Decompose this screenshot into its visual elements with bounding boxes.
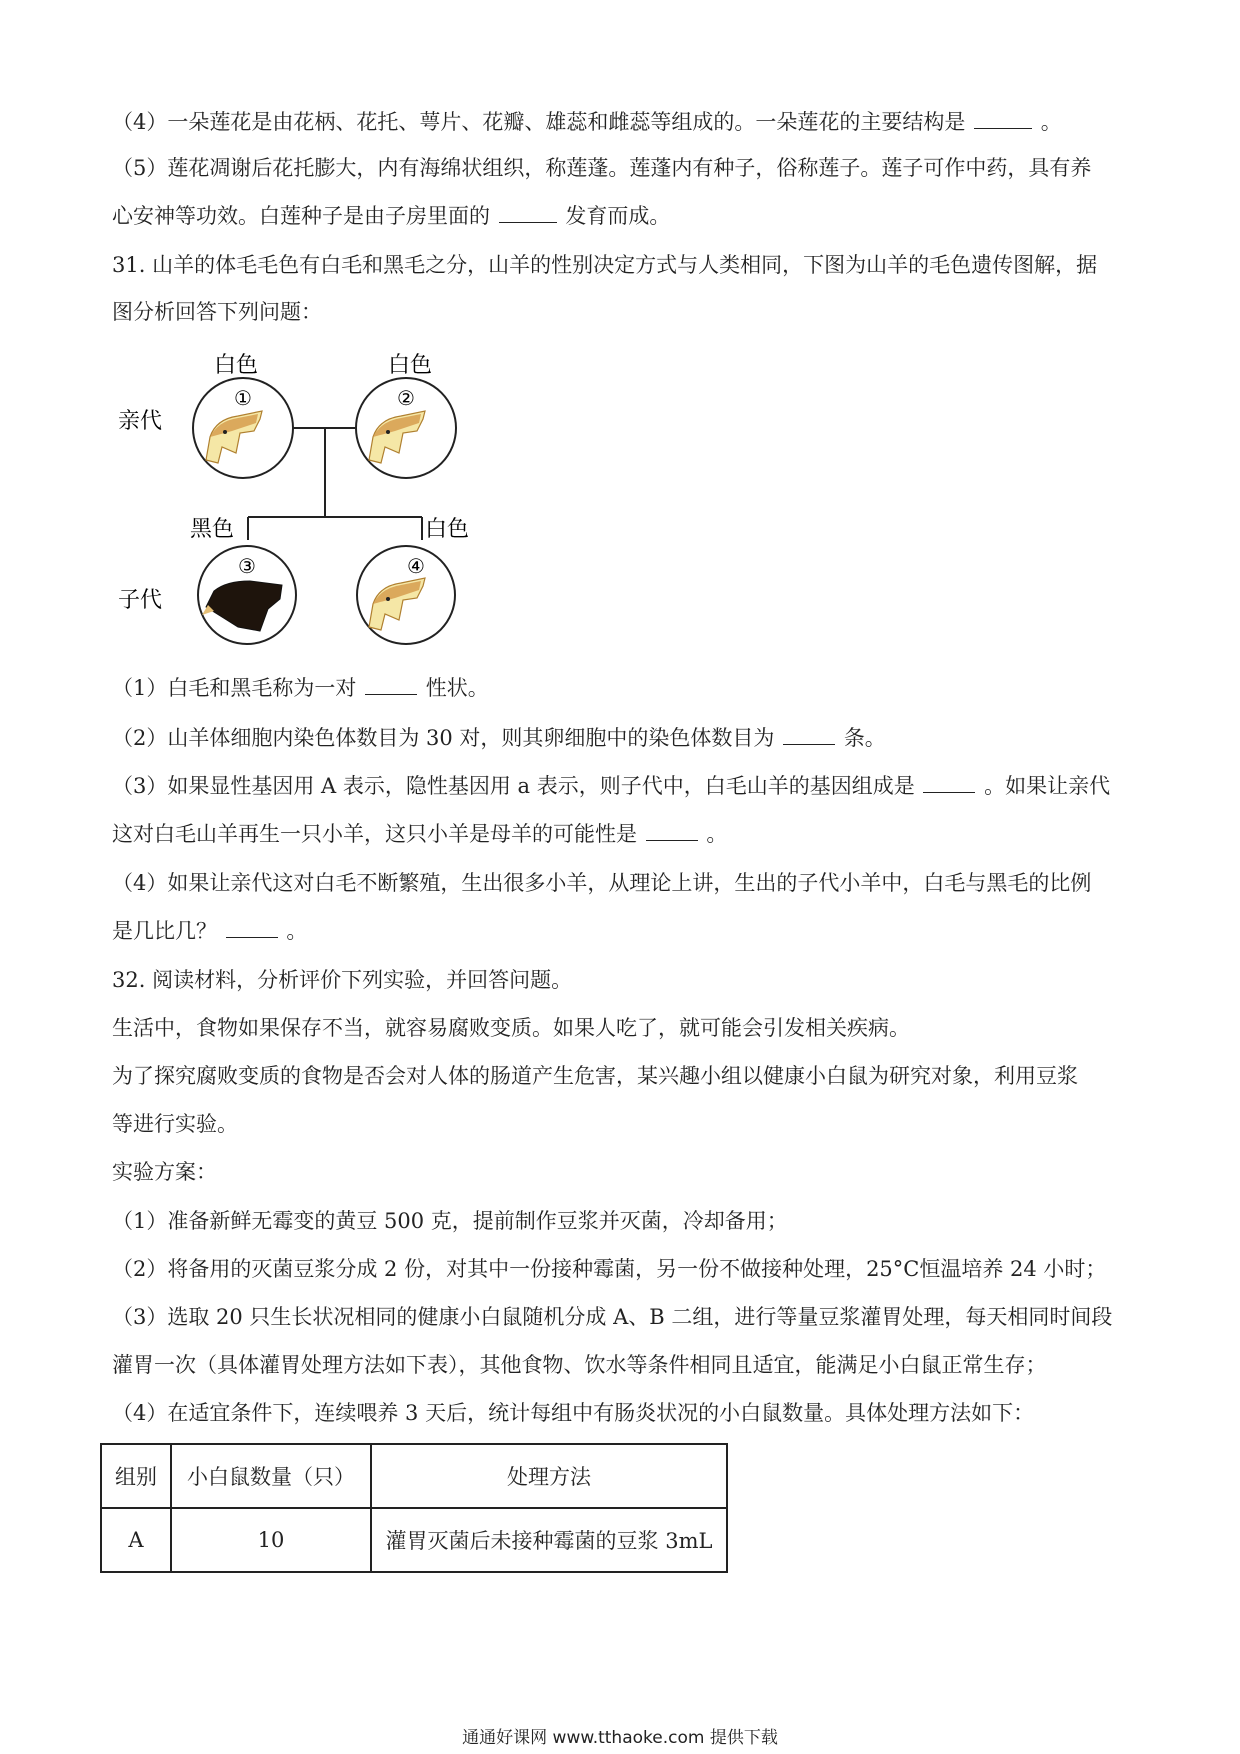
- q31-intro-line2: 图分析回答下列问题：: [112, 300, 322, 324]
- q31-intro-line1: 31. 山羊的体毛毛色有白毛和黑毛之分，山羊的性别决定方式与人类相同，下图为山羊的毛色遗传图解，据: [112, 253, 1098, 277]
- q32-plan-heading: 实验方案：: [112, 1160, 217, 1184]
- q32-step1: （1）准备新鲜无霉变的黄豆 500 克，提前制作豆浆并灭菌，冷却备用；: [112, 1209, 788, 1233]
- table-header-row: [101, 1444, 727, 1508]
- page-footer: 通通好课网 www.tthaoke.com 提供下载: [462, 1728, 778, 1748]
- goat3-color-label: 黑色: [190, 516, 235, 541]
- answer-blank[interactable]: [499, 202, 557, 223]
- answer-blank[interactable]: [646, 820, 698, 841]
- q31-sub3-line1: （3）如果显性基因用 A 表示，隐性基因用 a 表示，则子代中，白毛山羊的基因组成是 。如果让亲代: [112, 774, 1111, 798]
- q31-sub4-line2: 是几比几？ 。: [112, 919, 308, 943]
- goat3-number: ③: [238, 554, 256, 578]
- q30-part5-line1: （5）莲花凋谢后花托膨大，内有海绵状组织，称莲蓬。莲蓬内有种子，俗称莲子。莲子可作中药，具有养: [112, 156, 1092, 180]
- q32-step2: （2）将备用的灭菌豆浆分成 2 份，对其中一份接种霉菌，另一份不做接种处理，25°C恒温培养 24 小时；: [112, 1257, 1107, 1281]
- goat1-white-circle: [193, 378, 293, 478]
- goat1-number: ①: [234, 386, 252, 410]
- q32-material-2-line2: 等进行实验。: [112, 1112, 238, 1136]
- cell-treatment: 灌胃灭菌后未接种霉菌的豆浆 3mL: [371, 1508, 727, 1572]
- goat3-black-circle: [198, 546, 296, 644]
- goat1-color-label: 白色: [214, 352, 259, 377]
- parent-generation-label: 亲代: [118, 408, 163, 433]
- goat4-white-circle: [357, 546, 455, 644]
- q30-part5-line2: 心安神等功效。白莲种子是由子房里面的 发育而成。: [112, 204, 671, 228]
- q32-step3-line2: 灌胃一次（具体灌胃处理方法如下表），其他食物、饮水等条件相同且适宜，能满足小白鼠正常生存；: [112, 1353, 1047, 1377]
- cell-mouse-count: 10: [171, 1508, 371, 1572]
- q32-intro: 32. 阅读材料，分析评价下列实验，并回答问题。: [112, 968, 573, 992]
- header-group: 组别: [101, 1444, 171, 1508]
- goat2-white-circle: [356, 378, 456, 478]
- header-mouse-count: 小白鼠数量（只）: [171, 1444, 371, 1508]
- q31-sub4-line1: （4）如果让亲代这对白毛不断繁殖，生出很多小羊，从理论上讲，生出的子代小羊中，白毛与黑毛的比例: [112, 871, 1092, 895]
- goat4-number: ④: [407, 554, 425, 578]
- answer-blank[interactable]: [226, 917, 278, 938]
- answer-blank[interactable]: [923, 772, 975, 793]
- header-treatment: 处理方法: [371, 1444, 727, 1508]
- cell-group: A: [101, 1508, 171, 1572]
- child-generation-label: 子代: [118, 587, 163, 612]
- q32-material-2-line1: 为了探究腐败变质的食物是否会对人体的肠道产生危害，某兴趣小组以健康小白鼠为研究对象，利用豆浆: [112, 1064, 1078, 1088]
- goat2-number: ②: [397, 386, 415, 410]
- q30-part4: （4）一朵莲花是由花柄、花托、萼片、花瓣、雄蕊和雌蕊等组成的。一朵莲花的主要结构是 。: [112, 110, 1062, 134]
- goat-inheritance-diagram: [110, 345, 490, 665]
- experiment-table: [100, 1443, 728, 1573]
- table-row: [101, 1508, 727, 1572]
- answer-blank[interactable]: [783, 724, 835, 745]
- goat2-color-label: 白色: [388, 352, 433, 377]
- q31-sub2: （2）山羊体细胞内染色体数目为 30 对，则其卵细胞中的染色体数目为 条。: [112, 726, 886, 750]
- answer-blank[interactable]: [365, 674, 417, 695]
- q31-sub3-line2: 这对白毛山羊再生一只小羊，这只小羊是母羊的可能性是 。: [112, 822, 728, 846]
- q32-step4: （4）在适宜条件下，连续喂养 3 天后，统计每组中有肠炎状况的小白鼠数量。具体处理方法如下：: [112, 1401, 1035, 1425]
- goat4-color-label: 白色: [425, 516, 470, 541]
- q32-step3-line1: （3）选取 20 只生长状况相同的健康小白鼠随机分成 A、B 二组，进行等量豆浆灌胃处理，每天相同时间段: [112, 1305, 1113, 1329]
- q31-sub1: （1）白毛和黑毛称为一对 性状。: [112, 676, 489, 700]
- answer-blank[interactable]: [974, 108, 1032, 129]
- q32-material-1: 生活中，食物如果保存不当，就容易腐败变质。如果人吃了，就可能会引发相关疾病。: [112, 1016, 910, 1040]
